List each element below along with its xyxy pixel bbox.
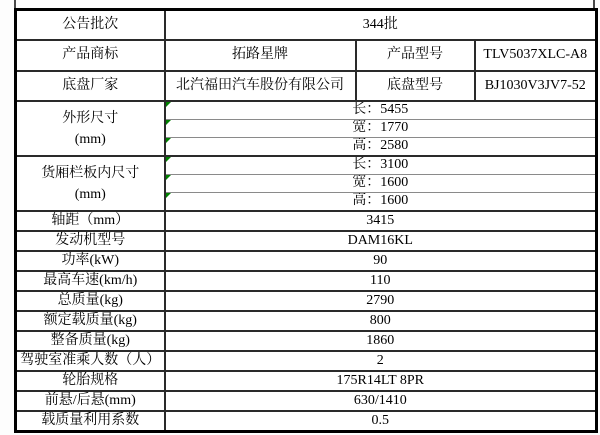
- row-label: 产品商标: [16, 40, 165, 71]
- row-value: 175R14LT 8PR: [165, 371, 597, 391]
- cell-comment-marker-icon: [166, 193, 171, 198]
- dimension-cell: [165, 120, 597, 138]
- table-row: [16, 231, 597, 251]
- row-label-line1: 货厢栏板内尺寸: [41, 165, 140, 181]
- vehicle-spec-table: [14, 8, 598, 433]
- row-label-line2: (mm): [74, 131, 106, 147]
- row-value: 344批: [165, 10, 597, 41]
- row-label: 驾驶室准乘人数（人）: [16, 351, 165, 371]
- row-label: 底盘厂家: [16, 71, 165, 101]
- row-value: 北汽福田汽车股份有限公司: [165, 71, 356, 101]
- row-value: 110: [165, 271, 597, 291]
- table-row: [16, 311, 597, 331]
- dimension-cell: [165, 138, 597, 157]
- dimension-value: 宽：1770: [352, 120, 409, 136]
- dimension-value: 高：2580: [352, 138, 409, 154]
- table-row: [16, 156, 597, 175]
- row-value: TLV5037XLC-A8: [475, 40, 597, 71]
- row-value: 0.5: [165, 411, 597, 432]
- row-label: 底盘型号: [356, 71, 475, 101]
- dimension-value: 宽：1600: [352, 175, 409, 191]
- row-value: 1860: [165, 331, 597, 351]
- table-row: [16, 10, 597, 41]
- dimension-value: 长：5455: [352, 102, 409, 118]
- row-label-line2: (mm): [74, 186, 106, 202]
- table-row: [16, 371, 597, 391]
- row-label: 最高车速(km/h): [16, 271, 165, 291]
- table-row: [16, 71, 597, 101]
- table-row: [16, 291, 597, 311]
- row-value: DAM16KL: [165, 231, 597, 251]
- row-value: 630/1410: [165, 391, 597, 411]
- table-row: [16, 271, 597, 291]
- row-value: 90: [165, 251, 597, 271]
- dimension-cell: [165, 193, 597, 212]
- table-row: [16, 40, 597, 71]
- row-value: 2: [165, 351, 597, 371]
- table-row: [16, 391, 597, 411]
- row-label: 前悬/后悬(mm): [16, 391, 165, 411]
- row-value: 拓路星牌: [165, 40, 356, 71]
- row-label: 轮胎规格: [16, 371, 165, 391]
- dimension-cell: [165, 175, 597, 193]
- table-row: [16, 331, 597, 351]
- dimension-value: 长：3100: [352, 157, 409, 173]
- row-value: 2790: [165, 291, 597, 311]
- cell-comment-marker-icon: [166, 102, 171, 107]
- dimension-cell: [165, 101, 597, 120]
- table-row: [16, 251, 597, 271]
- row-value: BJ1030V3JV7-52: [475, 71, 597, 101]
- cell-comment-marker-icon: [166, 138, 171, 143]
- row-label: 功率(kW): [16, 251, 165, 271]
- row-label: 轴距（mm）: [16, 211, 165, 231]
- row-value: 3415: [165, 211, 597, 231]
- row-label: [16, 101, 165, 156]
- dimension-value: 高：1600: [352, 193, 409, 209]
- cell-comment-marker-icon: [166, 157, 171, 162]
- row-label: 额定载质量(kg): [16, 311, 165, 331]
- row-label: 产品型号: [356, 40, 475, 71]
- row-label: 总质量(kg): [16, 291, 165, 311]
- row-label: 发动机型号: [16, 231, 165, 251]
- table-row: [16, 351, 597, 371]
- row-label-line1: 外形尺寸: [62, 110, 119, 126]
- row-value: 800: [165, 311, 597, 331]
- cell-comment-marker-icon: [166, 120, 171, 125]
- row-label: 载质量利用系数: [16, 411, 165, 432]
- dimension-cell: [165, 156, 597, 175]
- table-row: [16, 411, 597, 432]
- table-row: [16, 101, 597, 120]
- table-row: [16, 211, 597, 231]
- row-label: [16, 156, 165, 211]
- row-label: 整备质量(kg): [16, 331, 165, 351]
- row-label: 公告批次: [16, 10, 165, 41]
- cell-comment-marker-icon: [166, 175, 171, 180]
